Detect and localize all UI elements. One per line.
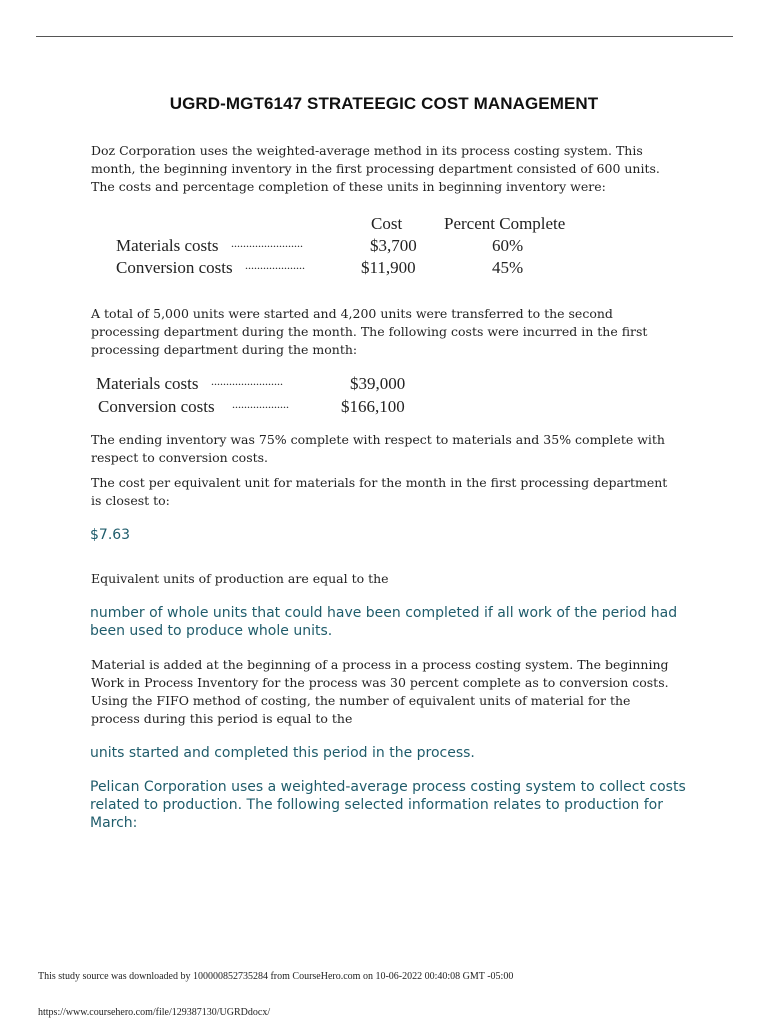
row-leader: ........................: [231, 236, 303, 250]
answer-3: units started and completed this period in the process.: [90, 745, 475, 761]
question-1: The cost per equivalent unit for materials for the month in the first processing department is closest to:: [91, 475, 668, 508]
row-cost: $11,900: [361, 258, 416, 277]
row-amount: $166,100: [341, 397, 405, 416]
source-url[interactable]: https://www.coursehero.com/file/129387130/UGRDdocx/: [38, 1007, 271, 1018]
question-2: Equivalent units of production are equal to the: [91, 571, 389, 586]
answer-2: number of whole units that could have been completed if all work of the period had been used to produce whole units.: [90, 605, 678, 639]
row-leader: ....................: [245, 258, 305, 272]
row-label: Materials costs: [96, 374, 199, 393]
row-amount: $39,000: [350, 374, 406, 393]
units-paragraph: A total of 5,000 units were started and 4,200 units were transferred to the second processing department during the month. The following costs were incurred in the first processing department during the month:: [91, 306, 648, 357]
header-percent-complete: Percent Complete: [444, 214, 566, 233]
ending-inventory-paragraph: The ending inventory was 75% complete with respect to materials and 35% complete with respect to conversion costs.: [91, 432, 665, 465]
intro-paragraph: Doz Corporation uses the weighted-average method in its process costing system. This month, the beginning inventory in the first processing department consisted of 600 units. The costs and percentage completion of these units in beginning inventory were:: [91, 143, 660, 194]
question-3: Material is added at the beginning of a process in a process costing system. The beginning Work in Process Inventory for the process was 30 percent complete as to conversion costs. Using the FIFO method of costing, the number of equivalent units of material for the process during this period is equal to the: [91, 657, 669, 726]
header-cost: Cost: [371, 214, 403, 233]
document-title: UGRD-MGT6147 STRATEEGIC COST MANAGEMENT: [169, 94, 599, 113]
row-cost: $3,700: [370, 236, 417, 255]
row-label: Conversion costs: [98, 397, 215, 416]
row-percent: 45%: [492, 258, 524, 277]
row-label: Materials costs: [116, 236, 219, 255]
row-leader: ........................: [211, 374, 283, 388]
download-notice: This study source was downloaded by 100000852735284 from CourseHero.com on 10-06-2022 00:40:08 GMT -05:00: [38, 971, 514, 982]
row-leader: ...................: [232, 397, 289, 411]
question-4: Pelican Corporation uses a weighted-average process costing system to collect costs related to production. The following selected information relates to production for March:: [90, 779, 686, 831]
row-label: Conversion costs: [116, 258, 233, 277]
answer-1: $7.63: [90, 527, 131, 543]
top-divider: [36, 36, 733, 37]
row-percent: 60%: [492, 236, 524, 255]
